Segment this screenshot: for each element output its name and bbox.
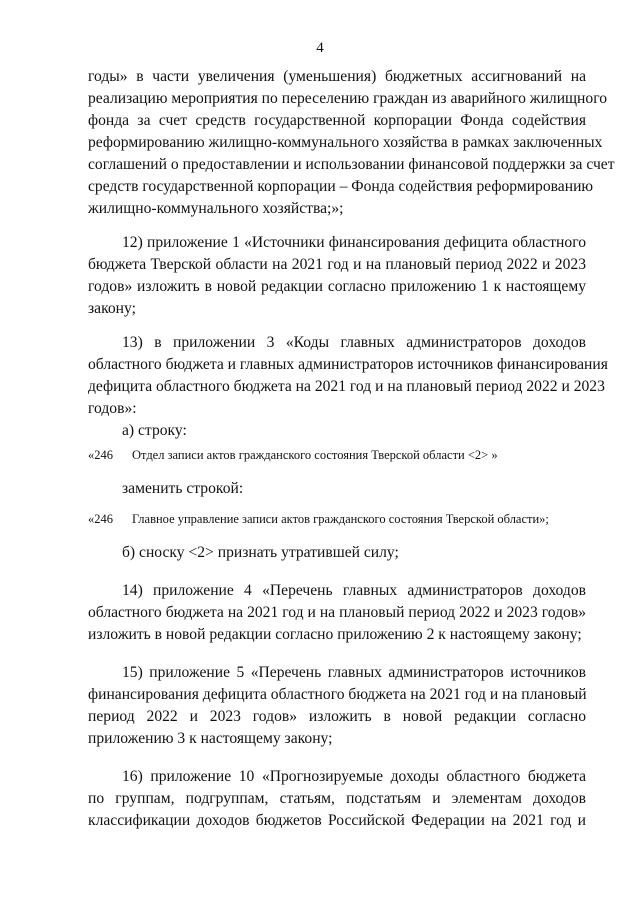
text-line: средств государственной корпорации – Фонда содействия реформированию [88, 178, 594, 195]
text-line: 14) приложение 4 «Перечень главных администраторов доходов [122, 582, 586, 599]
text-line: закону; [88, 300, 136, 317]
text-line: по группам, подгруппам, статьям, подстатьям и элементам доходов [88, 790, 586, 807]
text-line: годы» в части увеличения (уменьшения) бюджетных ассигнований на [88, 68, 586, 85]
text-line: 16) приложение 10 «Прогнозируемые доходы областного бюджета [122, 768, 586, 785]
text-line: финансирования дефицита областного бюджета на 2021 год и на плановый [88, 686, 587, 703]
text-line: дефицита областного бюджета на 2021 год и на плановый период 2022 и 2023 [88, 378, 605, 395]
text-line: реформированию жилищно-коммунального хозяйства в рамках заключенных [88, 134, 603, 151]
page-number: 4 [316, 40, 324, 56]
text-line: областного бюджета на 2021 год и на плановый период 2022 и 2023 годов» [88, 604, 586, 621]
table-row-new [88, 512, 549, 527]
text-line: фонда за счет средств государственной корпорации Фонда содействия [88, 112, 586, 129]
text-line: областного бюджета и главных администраторов источников финансирования [88, 356, 608, 373]
row-text: Отдел записи актов гражданского состояния Тверской области <2> » [132, 448, 498, 462]
text-line: 12) приложение 1 «Источники финансирования дефицита областного [122, 234, 586, 251]
subitem-b: б) сноску <2> признать утратившей силу; [122, 544, 399, 561]
text-line: классификации доходов бюджетов Российской Федерации на 2021 год и [88, 812, 586, 829]
text-line: жилищно-коммунального хозяйства;»; [88, 200, 344, 217]
text-line: годов» изложить в новой редакции согласно приложению 1 к настоящему [88, 278, 586, 295]
text-line: реализацию мероприятия по переселению граждан из аварийного жилищного [88, 90, 607, 107]
text-line: 13) в приложении 3 «Коды главных администраторов доходов [122, 334, 586, 351]
row-text: Главное управление записи актов гражданского состояния Тверской области»; [132, 512, 549, 526]
table-row-old [88, 448, 498, 463]
text-line: годов»: [88, 400, 137, 417]
text-line: период 2022 и 2023 годов» изложить в новой редакции согласно [88, 708, 586, 725]
text-line: приложению 3 к настоящему закону; [88, 730, 333, 747]
row-code: «246 [88, 512, 113, 526]
row-code: «246 [88, 448, 113, 462]
text-line: 15) приложение 5 «Перечень главных администраторов источников [122, 664, 586, 681]
text-line: бюджета Тверской области на 2021 год и на плановый период 2022 и 2023 [88, 256, 586, 273]
text-line: изложить в новой редакции согласно приложению 2 к настоящему закону; [88, 626, 582, 643]
replace-with-label: заменить строкой: [122, 480, 244, 497]
text-line: соглашений о предоставлении и использовании финансовой поддержки за счет [88, 156, 615, 173]
subitem-a: а) строку: [122, 422, 187, 439]
